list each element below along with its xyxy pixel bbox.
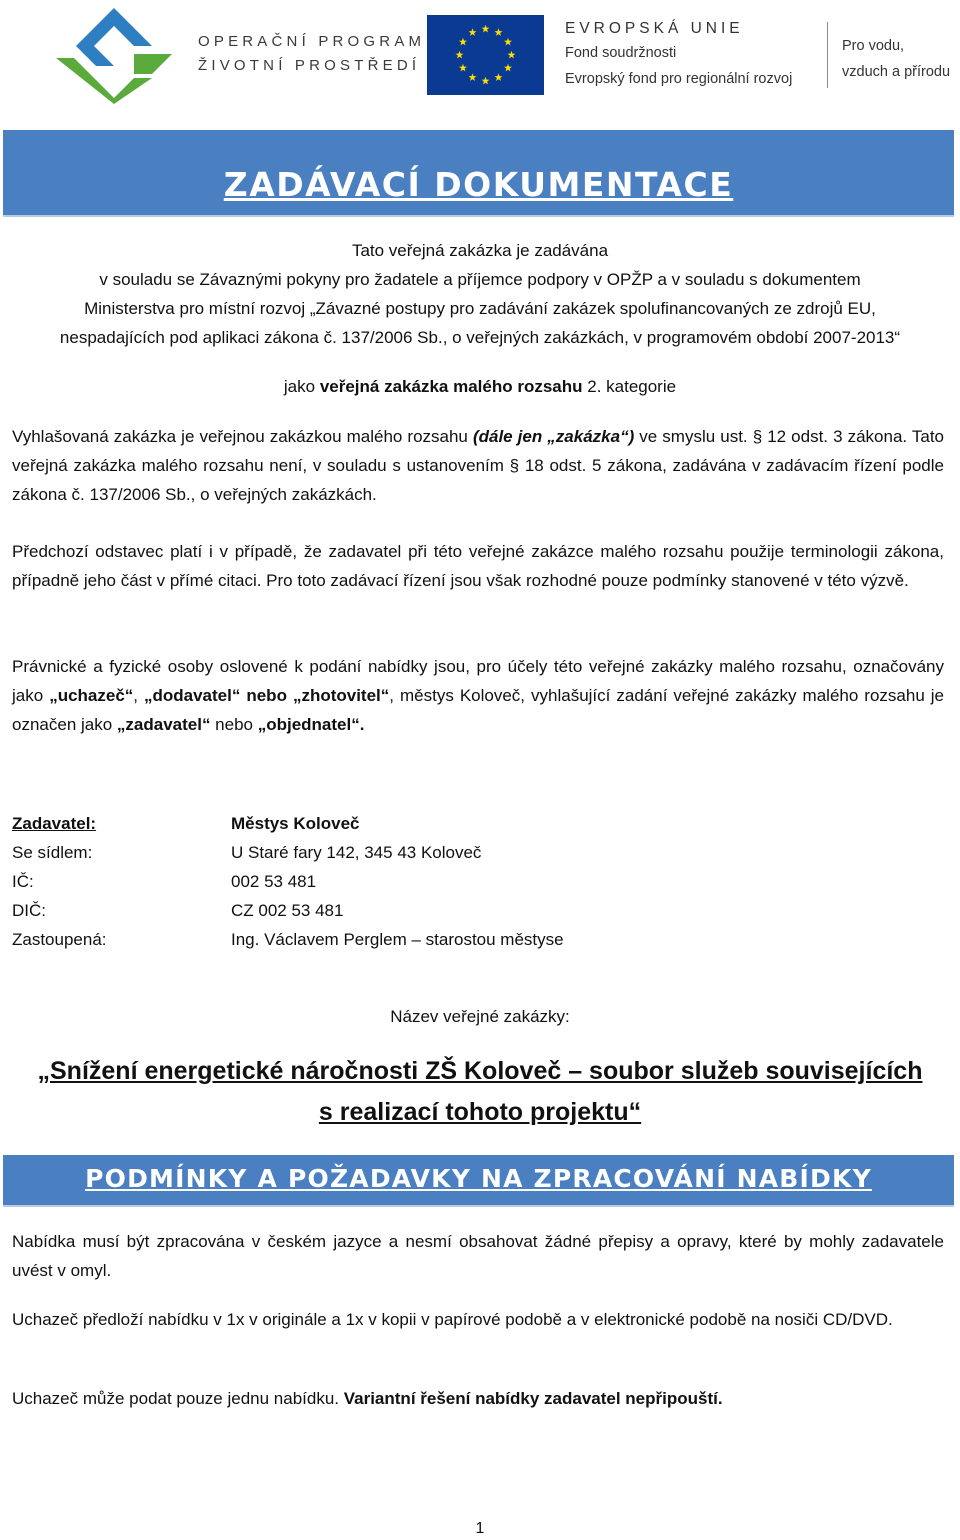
c3-a: Uchazeč může podat pouze jednu nabídku. — [12, 1389, 344, 1408]
ic-value: 002 53 481 — [231, 872, 317, 891]
intro-line-1: Tato veřejná zakázka je zadávána — [351, 241, 609, 260]
op-line-2: ŽIVOTNÍ PROSTŘEDÍ — [198, 57, 421, 74]
p1-a: Vyhlašovaná zakázka je veřejnou zakázkou malého rozsahu — [12, 427, 473, 446]
p1-c: ve smyslu ust. § 12 odst. 3 zákona. Tato veřejná zakázka malého rozsahu není, v souladu s ustanovením § 18 odst. 5 zákona, zadávána v zadávacím řízení podle zákona č. 137/2006 Sb., o veřejných zakázkách. — [12, 427, 945, 504]
project-title-line-2: s realizací tohoto projektu“ — [318, 1098, 642, 1126]
paragraph-2: Předchozí odstavec platí i v případě, že zadavatel při této veřejné zakázce malého rozsahu použije terminologii zákona, případně jeho část v přímé citaci. Pro toto zadávací řízení jsou však rozhodné pouze podmínky stanovené v této výzvě. — [12, 542, 944, 590]
paragraph-3 — [12, 652, 944, 739]
title-banner — [3, 130, 954, 217]
section-banner — [3, 1155, 954, 1207]
motto-line-2: vzduch a přírodu — [842, 64, 951, 80]
project-label: Název veřejné zakázky: — [390, 1007, 570, 1026]
kind-post: 2. kategorie — [582, 377, 677, 396]
page-number: 1 — [475, 1520, 485, 1537]
eu-title: EVROPSKÁ UNIE — [565, 20, 744, 37]
p3-a: Právnické a fyzické osoby oslovené k podání nabídky jsou, pro účely této veřejné zakázky malého rozsahu, označovány jako — [12, 657, 944, 705]
eu-flag-icon — [427, 15, 544, 95]
zastoupena-label: Zastoupená: — [12, 930, 107, 949]
sidlo-label: Se sídlem: — [12, 843, 93, 862]
op-program-name — [198, 30, 425, 78]
section-title: PODMÍNKY A POŽADAVKY NA ZPRACOVÁNÍ NABÍDKY — [85, 1164, 872, 1193]
intro-line-2: v souladu se Závaznými pokyny pro žadatele a příjemce podpory v OPŽP a v souladu s dokumentem — [99, 270, 861, 289]
header-divider — [827, 22, 828, 88]
intro-line-4: nespadajících pod aplikaci zákona č. 137/2006 Sb., o veřejných zakázkách, v programovém období 2007-2013“ — [59, 328, 901, 347]
project-title-line-1: „Snížení energetické náročnosti ZŠ Koloveč – soubor služeb souvisejících — [37, 1057, 923, 1085]
condition-2: Uchazeč předloží nabídku v 1x v originále a 1x v kopii v papírové podobě a v elektronické podobě na nosiči CD/DVD. — [12, 1310, 893, 1329]
kind-bold: veřejná zakázka malého rozsahu — [319, 377, 583, 396]
motto — [842, 33, 950, 85]
condition-1: Nabídka musí být zpracována v českém jazyce a nesmí obsahovat žádné přepisy a opravy, které by mohly zadavatele uvést v omyl. — [12, 1232, 944, 1280]
p1-b: (dále jen „zakázka“) — [472, 427, 635, 446]
condition-3 — [12, 1384, 944, 1413]
dic-value: CZ 002 53 481 — [231, 901, 344, 920]
paragraph-1 — [12, 422, 944, 509]
opzp-logo — [52, 6, 176, 104]
c3-b: Variantní řešení nabídky zadavatel nepřipouští. — [343, 1389, 723, 1408]
p3-g: nebo — [210, 715, 258, 734]
p3-f: „zadavatel“ — [116, 715, 211, 734]
op-line-1: OPERAČNÍ PROGRAM — [198, 33, 426, 50]
kind-pre: jako — [283, 377, 320, 396]
ic-label: IČ: — [12, 872, 34, 891]
dic-label: DIČ: — [12, 901, 46, 920]
intro-block — [0, 236, 960, 352]
document-title: ZADÁVACÍ DOKUMENTACE — [223, 165, 734, 204]
p3-e: , městys Koloveč, vyhlašující zadání veřejné zakázky malého rozsahu je označen jako — [12, 686, 944, 734]
intro-line-3: Ministerstva pro místní rozvoj „Závazné postupy pro zadávání zakázek spolufinancovaných ze zdrojů EU, — [84, 299, 876, 318]
motto-line-1: Pro vodu, — [842, 38, 905, 54]
zadavatel-label: Zadavatel: — [12, 814, 97, 833]
p3-c: , — [133, 686, 144, 705]
project-title — [0, 1051, 960, 1133]
zastoupena-value: Ing. Václavem Perglem – starostou městyse — [231, 930, 564, 949]
p3-h: „objednatel“. — [257, 715, 365, 734]
contract-kind — [0, 372, 960, 401]
eu-text-block — [565, 18, 792, 92]
zadavatel-value: Městys Koloveč — [231, 814, 360, 833]
sidlo-value: U Staré fary 142, 345 43 Koloveč — [231, 843, 482, 862]
p3-d: „dodavatel“ nebo „zhotovitel“ — [144, 686, 390, 705]
eu-fund-cohesion: Fond soudržnosti — [565, 45, 677, 61]
eu-fund-regional: Evropský fond pro regionální rozvoj — [565, 71, 793, 87]
p3-b: „uchazeč“ — [49, 686, 134, 705]
